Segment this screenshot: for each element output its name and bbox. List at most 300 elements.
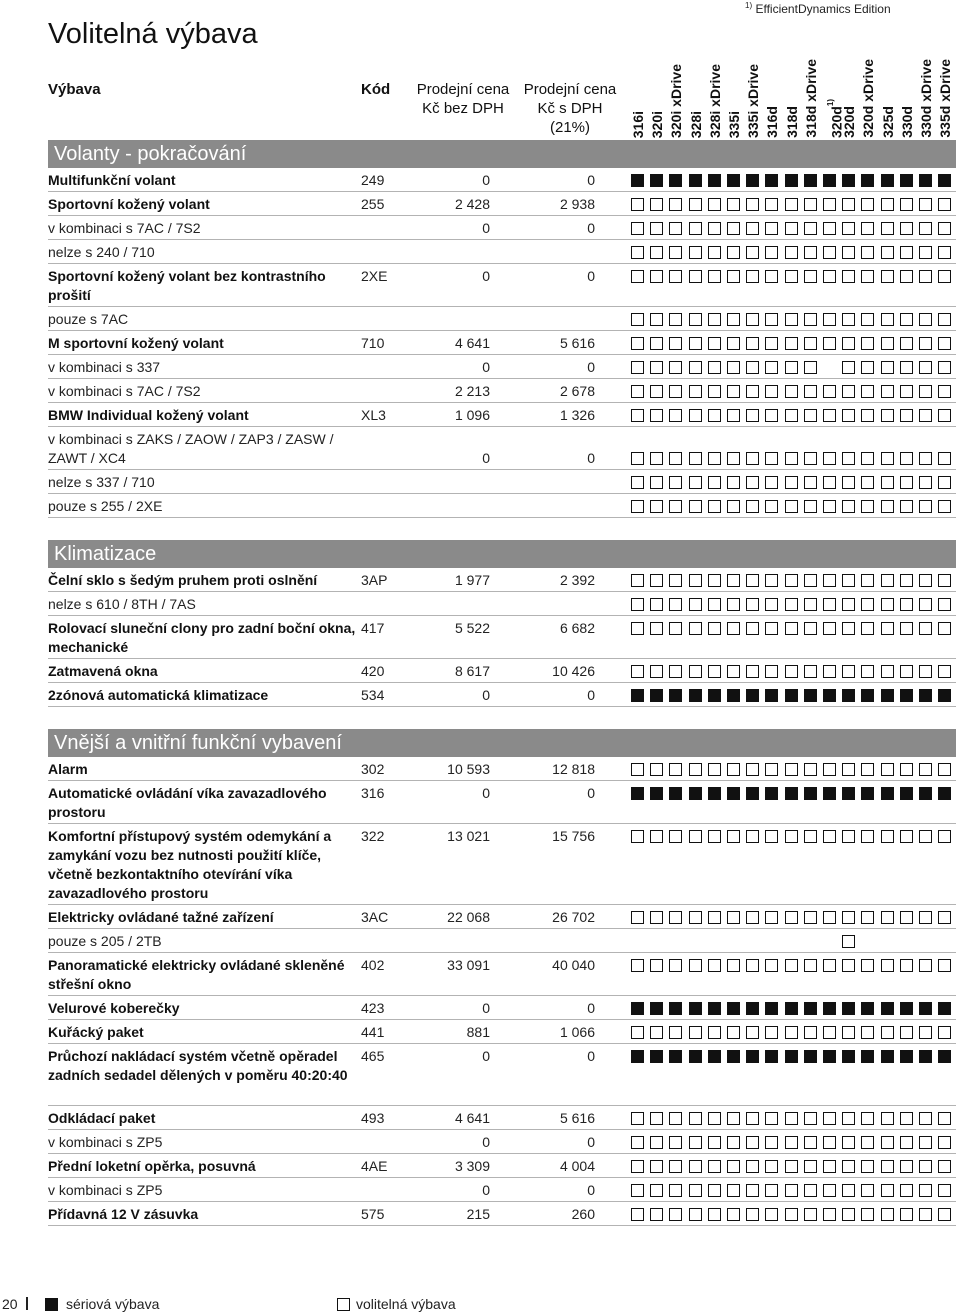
option-code: XL3 [361, 407, 386, 423]
optional-equipment-mark [900, 598, 913, 611]
optional-equipment-mark [746, 361, 759, 374]
optional-equipment-mark [804, 500, 817, 513]
optional-equipment-mark [842, 1026, 855, 1039]
price-without-vat: 3 309 [454, 1158, 490, 1174]
optional-equipment-mark [650, 574, 663, 587]
model-name: 320d xDrive [860, 59, 877, 138]
standard-equipment-mark [823, 1050, 836, 1063]
optional-equipment-mark [689, 452, 702, 465]
optional-equipment-mark [650, 598, 663, 611]
optional-equipment-mark [938, 1160, 951, 1173]
column-header-price-no-vat [410, 80, 516, 118]
optional-equipment-mark [900, 313, 913, 326]
model-column-header [841, 106, 858, 138]
optional-equipment-mark [708, 246, 721, 259]
optional-equipment-mark [900, 198, 913, 211]
optional-equipment-mark [746, 574, 759, 587]
price-without-vat: 0 [482, 359, 490, 375]
option-code: 4AE [361, 1158, 388, 1174]
table-row [48, 659, 956, 683]
optional-equipment-mark [861, 1112, 874, 1125]
option-code: 575 [361, 1206, 385, 1222]
table-row [48, 331, 956, 355]
optional-equipment-mark [938, 574, 951, 587]
optional-equipment-mark [804, 959, 817, 972]
optional-equipment-mark [804, 1184, 817, 1197]
price-without-vat: 0 [482, 1000, 490, 1016]
optional-equipment-mark [631, 763, 644, 776]
optional-equipment-mark [631, 830, 644, 843]
optional-equipment-mark [669, 830, 682, 843]
optional-equipment-mark [861, 598, 874, 611]
optional-equipment-mark [727, 665, 740, 678]
optional-equipment-mark [938, 198, 951, 211]
price-with-vat: 0 [587, 268, 595, 284]
model-availability-marks [631, 959, 956, 972]
table-row [48, 192, 956, 216]
optional-equipment-mark [765, 598, 778, 611]
optional-equipment-mark [785, 1026, 798, 1039]
optional-equipment-mark [650, 452, 663, 465]
model-availability-marks [631, 452, 956, 465]
standard-equipment-mark [727, 689, 740, 702]
optional-equipment-mark [804, 246, 817, 259]
model-availability-marks [631, 500, 956, 513]
standard-equipment-mark [804, 787, 817, 800]
optional-equipment-mark [708, 1136, 721, 1149]
optional-equipment-mark [785, 911, 798, 924]
optional-equipment-mark [669, 1184, 682, 1197]
optional-equipment-mark [842, 959, 855, 972]
optional-equipment-mark [842, 598, 855, 611]
price-with-vat: 0 [587, 450, 595, 466]
optional-equipment-mark [919, 1184, 932, 1197]
standard-equipment-mark [727, 1002, 740, 1015]
optional-equipment-mark [631, 1112, 644, 1125]
row-label: Panoramatické elektricky ovládané skleněné střešní okno [48, 957, 345, 992]
table-row [48, 1044, 956, 1106]
optional-equipment-mark [804, 1136, 817, 1149]
option-code: 2XE [361, 268, 388, 284]
option-code: 255 [361, 196, 385, 212]
optional-equipment-mark [689, 598, 702, 611]
optional-equipment-mark [938, 1184, 951, 1197]
optional-equipment-mark [861, 1136, 874, 1149]
optional-equipment-mark [727, 959, 740, 972]
standard-equipment-mark [842, 1002, 855, 1015]
optional-equipment-mark [631, 911, 644, 924]
optional-equipment-mark [689, 763, 702, 776]
model-availability-marks [631, 1136, 956, 1149]
optional-equipment-mark [861, 959, 874, 972]
optional-equipment-mark [823, 598, 836, 611]
optional-equipment-mark [727, 1112, 740, 1125]
optional-equipment-mark [861, 222, 874, 235]
model-name: 320i [649, 110, 666, 138]
optional-equipment-mark [919, 313, 932, 326]
optional-equipment-mark [765, 959, 778, 972]
optional-equipment-mark [708, 337, 721, 350]
table-row [48, 1154, 956, 1178]
optional-equipment-mark [746, 337, 759, 350]
row-label: v kombinaci s 7AC / 7S2 [48, 383, 201, 399]
standard-equipment-mark [919, 689, 932, 702]
standard-equipment-mark [650, 1050, 663, 1063]
standard-equipment-mark [669, 787, 682, 800]
model-column-header [688, 111, 705, 138]
optional-equipment-mark [650, 476, 663, 489]
standard-equipment-mark [708, 1050, 721, 1063]
optional-equipment-mark [631, 337, 644, 350]
optional-equipment-mark [823, 313, 836, 326]
optional-equipment-mark [842, 452, 855, 465]
optional-equipment-mark [919, 1112, 932, 1125]
price-with-vat: 4 004 [559, 1158, 595, 1174]
optional-equipment-mark [881, 1208, 894, 1221]
optional-equipment-mark [765, 313, 778, 326]
optional-equipment-mark [650, 1136, 663, 1149]
option-code: 493 [361, 1110, 385, 1126]
optional-equipment-mark [746, 476, 759, 489]
optional-equipment-mark [919, 270, 932, 283]
standard-equipment-mark [765, 174, 778, 187]
optional-equipment-mark [881, 763, 894, 776]
standard-equipment-mark [823, 1002, 836, 1015]
price-with-vat: 5 616 [559, 335, 595, 351]
optional-equipment-mark [842, 1184, 855, 1197]
price-without-vat: 4 641 [454, 335, 490, 351]
optional-equipment-mark [631, 959, 644, 972]
optional-equipment-mark [727, 385, 740, 398]
row-label: Komfortní přístupový systém odemykání a zamykání vozu bez nutnosti použití klíče, včetně bezkontaktního otevírání víka zavazadlového prostoru [48, 828, 332, 901]
optional-equipment-mark [804, 385, 817, 398]
optional-equipment-mark [823, 337, 836, 350]
price-without-vat: 215 [466, 1206, 490, 1222]
optional-equipment-mark [823, 198, 836, 211]
model-availability-marks [631, 337, 956, 350]
optional-equipment-mark [708, 361, 721, 374]
optional-equipment-mark [689, 1112, 702, 1125]
optional-equipment-mark [919, 1026, 932, 1039]
optional-equipment-mark [708, 1160, 721, 1173]
optional-equipment-mark [746, 1160, 759, 1173]
header-line: Prodejní cena [523, 81, 617, 98]
standard-equipment-mark [669, 1050, 682, 1063]
optional-equipment-mark [650, 409, 663, 422]
price-with-vat: 0 [587, 1000, 595, 1016]
optional-equipment-mark [900, 1112, 913, 1125]
model-availability-marks [631, 1208, 956, 1221]
table-row [48, 953, 956, 996]
standard-equipment-mark [938, 174, 951, 187]
price-without-vat: 0 [482, 687, 490, 703]
optional-equipment-mark [881, 198, 894, 211]
optional-equipment-mark [938, 222, 951, 235]
optional-equipment-mark [669, 1112, 682, 1125]
optional-equipment-mark [669, 911, 682, 924]
standard-equipment-mark [804, 1002, 817, 1015]
optional-equipment-mark [727, 911, 740, 924]
row-label: pouze s 7AC [48, 311, 129, 327]
optional-equipment-mark [631, 452, 644, 465]
optional-equipment-mark [804, 222, 817, 235]
optional-equipment-mark [823, 622, 836, 635]
optional-equipment-mark [804, 598, 817, 611]
optional-equipment-mark [746, 763, 759, 776]
optional-equipment-mark [785, 313, 798, 326]
row-label: v kombinaci s ZP5 [48, 1182, 163, 1198]
model-availability-marks [631, 1026, 956, 1039]
optional-equipment-mark [938, 337, 951, 350]
optional-equipment-mark [861, 500, 874, 513]
optional-equipment-mark [631, 198, 644, 211]
model-column-header [899, 106, 916, 138]
optional-equipment-mark [746, 198, 759, 211]
optional-equipment-mark [746, 313, 759, 326]
optional-equipment-mark [881, 409, 894, 422]
page-title: Volitelná výbava [48, 18, 258, 50]
optional-equipment-mark [746, 452, 759, 465]
optional-equipment-mark [861, 830, 874, 843]
optional-equipment-mark [785, 222, 798, 235]
row-label: nelze s 337 / 710 [48, 474, 155, 490]
option-code: 322 [361, 828, 385, 844]
model-availability-marks [631, 1112, 956, 1125]
optional-equipment-mark [765, 1208, 778, 1221]
model-availability-marks [631, 665, 956, 678]
optional-equipment-mark [669, 1026, 682, 1039]
optional-equipment-mark [919, 452, 932, 465]
optional-equipment-mark [708, 452, 721, 465]
optional-equipment-mark [919, 222, 932, 235]
optional-equipment-mark [669, 385, 682, 398]
optional-equipment-mark [650, 1184, 663, 1197]
model-column-header [649, 111, 666, 138]
standard-equipment-mark [746, 689, 759, 702]
optional-equipment-mark [938, 830, 951, 843]
optional-equipment-mark [823, 911, 836, 924]
price-without-vat: 0 [482, 268, 490, 284]
optional-equipment-mark [842, 1208, 855, 1221]
optional-equipment-mark [669, 1136, 682, 1149]
optional-equipment-mark [938, 665, 951, 678]
optional-equipment-mark [746, 270, 759, 283]
optional-equipment-mark [689, 665, 702, 678]
column-header-code: Kód [361, 81, 391, 98]
optional-equipment-mark [727, 198, 740, 211]
standard-equipment-mark [746, 1002, 759, 1015]
optional-equipment-mark [919, 246, 932, 259]
optional-equipment-mark [900, 452, 913, 465]
standard-equipment-mark [842, 174, 855, 187]
price-with-vat: 0 [587, 172, 595, 188]
optional-equipment-mark [881, 385, 894, 398]
price-without-vat: 0 [482, 1134, 490, 1150]
optional-equipment-mark [727, 763, 740, 776]
price-without-vat: 2 213 [454, 383, 490, 399]
optional-equipment-mark [938, 385, 951, 398]
optional-equipment-mark [631, 622, 644, 635]
optional-equipment-mark [900, 361, 913, 374]
optional-equipment-mark [650, 1112, 663, 1125]
optional-equipment-mark [727, 337, 740, 350]
standard-equipment-mark [900, 1050, 913, 1063]
optional-equipment-mark [900, 830, 913, 843]
optional-equipment-mark [785, 598, 798, 611]
price-without-vat: 881 [466, 1024, 490, 1040]
optional-equipment-mark [689, 409, 702, 422]
optional-equipment-mark [689, 222, 702, 235]
optional-equipment-mark [669, 313, 682, 326]
optional-equipment-mark [900, 959, 913, 972]
row-label: v kombinaci s ZAKS / ZAOW / ZAP3 / ZASW / ZAWT / XC4 [48, 431, 334, 466]
optional-equipment-mark [881, 222, 894, 235]
optional-equipment-mark [669, 409, 682, 422]
optional-equipment-mark [765, 337, 778, 350]
optional-equipment-mark [919, 198, 932, 211]
optional-equipment-mark [727, 313, 740, 326]
model-availability-marks [631, 174, 956, 187]
model-column-header [784, 106, 801, 138]
model-name: 318d [783, 106, 800, 138]
optional-equipment-mark [650, 665, 663, 678]
optional-equipment-mark [689, 476, 702, 489]
optional-equipment-mark [669, 476, 682, 489]
optional-equipment-mark [650, 270, 663, 283]
model-column-header [745, 64, 762, 138]
optional-equipment-mark [881, 476, 894, 489]
table-row [48, 427, 956, 470]
optional-equipment-mark [842, 665, 855, 678]
optional-equipment-mark [804, 361, 817, 374]
optional-equipment-mark [631, 313, 644, 326]
model-availability-marks [631, 911, 956, 924]
optional-equipment-mark [727, 246, 740, 259]
optional-equipment-mark [938, 911, 951, 924]
page-number: 20 [2, 1296, 18, 1312]
row-label: Kuřácký paket [48, 1024, 144, 1040]
model-name: 320i xDrive [668, 64, 685, 138]
optional-equipment-mark [650, 198, 663, 211]
optional-equipment-mark [938, 1112, 951, 1125]
optional-equipment-mark [708, 270, 721, 283]
optional-equipment-mark [785, 198, 798, 211]
model-column-headers [626, 40, 956, 138]
optional-equipment-mark [938, 1208, 951, 1221]
price-without-vat: 0 [482, 1048, 490, 1064]
optional-equipment-mark [881, 622, 894, 635]
optional-equipment-mark [919, 1160, 932, 1173]
standard-equipment-mark [881, 1050, 894, 1063]
optional-equipment-mark [823, 246, 836, 259]
standard-equipment-mark [765, 689, 778, 702]
legend-optional-label: volitelná výbava [356, 1296, 456, 1312]
model-availability-marks [631, 313, 956, 326]
standard-equipment-mark [631, 689, 644, 702]
optional-equipment-mark [765, 222, 778, 235]
price-without-vat: 0 [482, 450, 490, 466]
optional-equipment-mark [708, 476, 721, 489]
option-code: 402 [361, 957, 385, 973]
table-row [48, 757, 956, 781]
optional-equipment-mark [842, 270, 855, 283]
price-without-vat: 1 977 [454, 572, 490, 588]
optional-equipment-mark [727, 574, 740, 587]
model-column-header [630, 111, 647, 138]
optional-equipment-mark [650, 959, 663, 972]
table-row [48, 379, 956, 403]
optional-equipment-mark [938, 246, 951, 259]
optional-equipment-mark [823, 830, 836, 843]
model-availability-marks [631, 409, 956, 422]
footnote-marker: 1) [745, 1, 753, 10]
table-row [48, 216, 956, 240]
optional-equipment-mark [823, 1184, 836, 1197]
optional-equipment-mark [823, 763, 836, 776]
optional-equipment-mark [669, 270, 682, 283]
optional-equipment-mark [746, 222, 759, 235]
model-availability-marks [631, 1050, 956, 1063]
standard-equipment-mark [881, 1002, 894, 1015]
optional-equipment-mark [669, 1160, 682, 1173]
model-availability-marks [631, 689, 956, 702]
optional-equipment-mark [881, 1160, 894, 1173]
footnote-text: EfficientDynamics Edition [755, 2, 891, 16]
standard-equipment-mark [785, 689, 798, 702]
optional-equipment-mark [919, 574, 932, 587]
model-availability-marks [631, 1160, 956, 1173]
optional-equipment-mark [765, 1026, 778, 1039]
optional-equipment-mark [823, 665, 836, 678]
optional-equipment-mark [689, 1208, 702, 1221]
optional-equipment-mark [669, 222, 682, 235]
table-row [48, 568, 956, 592]
optional-equipment-mark [669, 574, 682, 587]
optional-equipment-mark [727, 409, 740, 422]
section-header: Volanty - pokračování [48, 140, 956, 168]
row-label: Elektricky ovládané tažné zařízení [48, 909, 274, 925]
standard-equipment-mark [650, 1002, 663, 1015]
optional-equipment-mark [650, 1208, 663, 1221]
price-with-vat: 40 040 [552, 957, 595, 973]
row-label: pouze s 255 / 2XE [48, 498, 163, 514]
optional-equipment-mark [708, 911, 721, 924]
optional-equipment-mark [938, 598, 951, 611]
row-label: Průchozí nakládací systém včetně opěradel zadních sedadel dělených v poměru 40:20:40 [48, 1048, 348, 1083]
optional-equipment-mark [919, 665, 932, 678]
optional-equipment-mark [631, 1160, 644, 1173]
optional-equipment-mark [823, 452, 836, 465]
standard-equipment-mark [669, 1002, 682, 1015]
optional-equipment-mark [689, 830, 702, 843]
table-row [48, 929, 956, 953]
optional-equipment-mark [708, 409, 721, 422]
model-availability-marks [631, 598, 956, 611]
optional-equipment-mark [785, 1160, 798, 1173]
optional-equipment-mark [785, 452, 798, 465]
standard-equipment-mark [823, 174, 836, 187]
optional-equipment-mark [861, 198, 874, 211]
optional-equipment-mark [689, 385, 702, 398]
optional-equipment-mark [746, 409, 759, 422]
optional-equipment-mark [708, 222, 721, 235]
price-with-vat: 0 [587, 1182, 595, 1198]
optional-equipment-mark [842, 1136, 855, 1149]
standard-equipment-mark [804, 689, 817, 702]
optional-equipment-mark [631, 246, 644, 259]
optional-equipment-mark [669, 622, 682, 635]
optional-equipment-mark [900, 1160, 913, 1173]
